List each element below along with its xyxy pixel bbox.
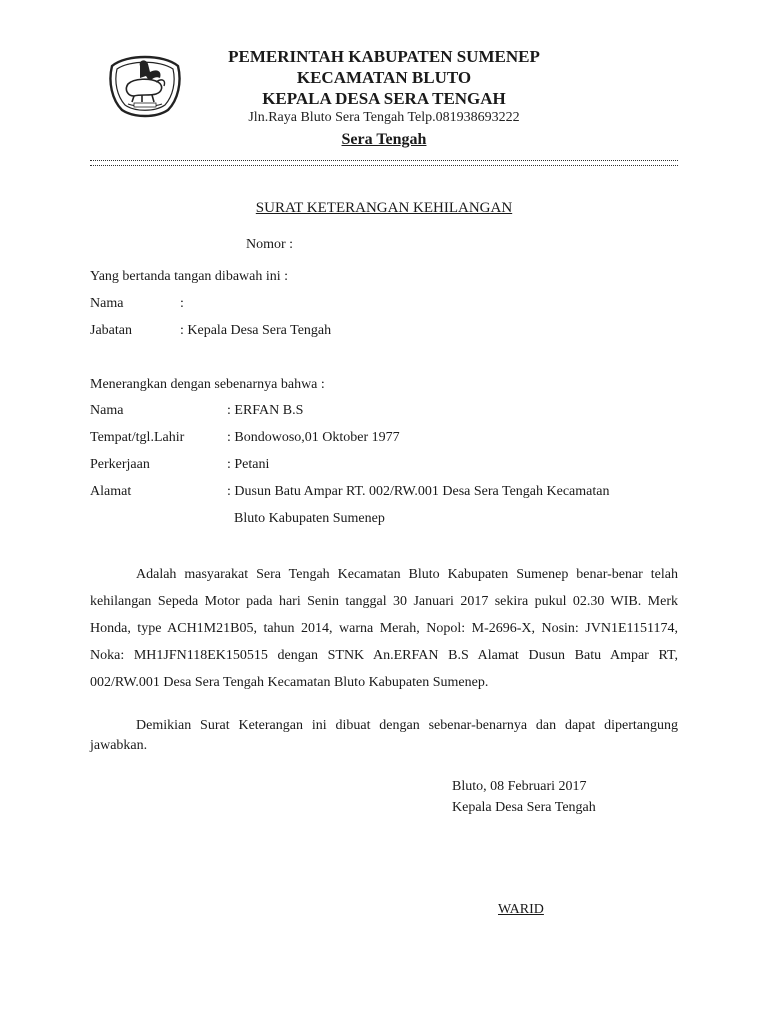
body-paragraph [90, 561, 678, 696]
signatory-name-label: Nama [90, 296, 124, 311]
village-location-text: Sera Tengah [341, 131, 427, 148]
letter-title [90, 200, 678, 217]
closing-paragraph [90, 716, 678, 756]
subject-birth-label: Tempat/tgl.Lahir [90, 430, 185, 445]
intro-text: Yang bertanda tangan dibawah ini : [90, 269, 289, 284]
letter-title-text: SURAT KETERANGAN KEHILANGAN [255, 200, 513, 216]
body-paragraph-text: Adalah masyarakat Sera Tengah Kecamatan Bluto Kabupaten Sumenep benar-benar telah kehilangan Sepeda Motor pada hari Senin tanggal 30 Januari 2017 sekira pukul 02.30 WIB. Merk Honda, type ACH1M21B05, tahun 2014, warna Merah, Nopol: M-2696-X, Nosin: JVN1E1151174, Noka: MH1JFN118EK150515 dengan STNK An.ERFAN B.S Alamat Dusun Batu Ampar RT, 002/RW.001 Desa Sera Tengah Kecamatan Bluto Kabupaten Sumenep. [90, 567, 678, 690]
government-name: PEMERINTAH KABUPATEN SUMENEP [228, 47, 540, 66]
place-date: Bluto, 08 Februari 2017 [452, 779, 587, 794]
signatory-name-value: : [180, 296, 184, 311]
subject-address-value: : Dusun Batu Ampar RT. 002/RW.001 Desa Sera Tengah Kecamatan [227, 484, 610, 499]
subject-address-continued: Bluto Kabupaten Sumenep [234, 511, 385, 526]
closing-paragraph-text: Demikian Surat Keterangan ini dibuat dengan sebenar-benarnya dan dapat dipertangung jawabkan. [90, 718, 678, 753]
signer-title: Kepala Desa Sera Tengah [452, 800, 596, 815]
statement-text: Menerangkan dengan sebenarnya bahwa : [90, 377, 325, 392]
subject-address-label: Alamat [90, 484, 132, 499]
subject-name-label: Nama [90, 403, 124, 418]
district-name: KECAMATAN BLUTO [296, 68, 472, 87]
village-location [90, 131, 678, 149]
letter-number: Nomor : [246, 237, 294, 252]
signatory-position-value: : Kepala Desa Sera Tengah [180, 323, 332, 338]
letterhead-divider [90, 160, 678, 166]
subject-occupation-label: Perkerjaan [90, 457, 150, 472]
office-address: Jln.Raya Bluto Sera Tengah Telp.081938693222 [248, 110, 520, 125]
signer-name: WARID [498, 902, 544, 917]
subject-occupation-value: : Petani [227, 457, 270, 472]
signatory-position-label: Jabatan [90, 323, 132, 338]
subject-birth-value: : Bondowoso,01 Oktober 1977 [227, 430, 400, 445]
subject-name-value: : ERFAN B.S [227, 403, 304, 418]
village-head-title: KEPALA DESA SERA TENGAH [262, 89, 506, 108]
